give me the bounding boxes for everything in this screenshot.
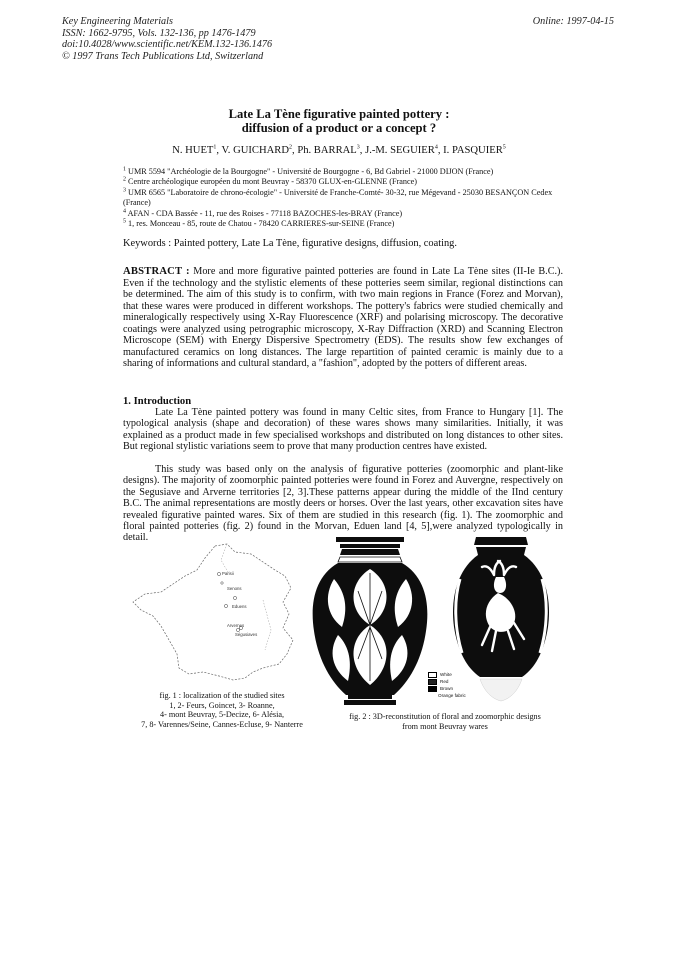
paragraph: Late La Tène painted pottery was found in many Celtic sites, from France to Hungary [1]. The typological analysis (shape and decoration) of these wares shows many similarities. Initially, it was explained as a product made in few specialised workshops and distributed on long distances to other sites. But regional stylistic variations seem to prove that many production centres have existed. [123, 407, 563, 453]
abstract-text: More and more figurative painted potteries are found in Late La Tène sites (II-Ie B.C.). Even if the technology and the stylistic elements of these potteries seem similar, regional distinctions can be determined. The aim of this study is to confirm, with two main regions in France (Forez and Morvan), that these wares were produced in different workshops. The pottery's fabrics were studied chemically and mineralogically respectively using X-Ray Fluorescence (XRF) and polarising microscopy. The decorative coatings were analyzed using petrographic microscopy, X-Ray Diffraction (XRD) and Scanning Electron Microscope (SEM) with Energy Dispersive Spectrometry (EDS). The results show few exchanges of manufactured ceramics on long distances. The large repartition of painted ceramic is mainly due to a sharing of informations and cultural standard, a "fashion", adopted by the potters of different areas. [123, 266, 563, 369]
doi-line: doi:10.4028/www.scientific.net/KEM.132-136.1476 [62, 39, 273, 51]
affiliation: $^4$ AFAN - CDA Bassée - 11, rue des Roises - 77118 BAZOCHES-les-BRAY (France) [123, 207, 403, 218]
affiliation: $^3$ UMR 6565 "Laboratoire de chrono-écologie" - Université de Franche-Comté- 30-32, rue Mégevand - 25030 BESANÇON Cedex (France) [123, 187, 553, 208]
author: N. HUET$^1$ [172, 144, 217, 156]
author: J.-M. SEGUIER$^4$ [365, 144, 438, 156]
author: V. GUICHARD$^2$ [221, 144, 293, 156]
abstract [123, 266, 563, 370]
map-label: Senons [227, 586, 242, 591]
journal-info [62, 16, 272, 62]
map-label: Parisii [222, 571, 234, 576]
map-label: Arvernes [227, 623, 245, 628]
author: I. PASQUIER$^5$ [443, 144, 506, 156]
section-heading: 1. Introduction [123, 396, 192, 407]
paper-title [0, 107, 678, 135]
author: Ph. BARRAL$^3$ [297, 144, 360, 156]
legend-item: Red [428, 678, 466, 685]
figure-2-caption: fig. 2 : 3D-reconstitution of floral and zoomorphic designs from mont Beuvray wares [349, 712, 541, 731]
legend-item: White [428, 671, 466, 678]
journal-name: Key Engineering Materials [62, 16, 173, 27]
copyright-line: © 1997 Trans Tech Publications Ltd, Switzerland [62, 50, 264, 62]
author-list: N. HUET$^1$, V. GUICHARD$^2$, Ph. BARRAL$^3$, J.-M. SEGUIER$^4$, I. PASQUIER$^5$ [172, 144, 506, 156]
abstract-label: ABSTRACT : [123, 266, 190, 277]
issn-line: ISSN: 1662-9795, Vols. 132-136, pp 1476-1479 [62, 27, 256, 39]
map-label: Eduens [232, 604, 247, 609]
legend-item: Orange fabric [438, 693, 466, 698]
title-line-1: Late La Tène figurative painted pottery : [228, 107, 450, 121]
affiliations [123, 167, 563, 229]
affiliation: $^2$ Centre archéologique européen du mont Beuvray - 58370 GLUX-en-GLENNE (France) [123, 176, 418, 187]
paragraph: This study was based only on the analysis of figurative potteries (zoomorphic and plant-like designs). The majority of zoomorphic painted potteries were found in Forez and Auvergne, respectively on the Segusiave and Arverne territories [2, 3].These patterns appear during the middle of the IInd century B.C. The animal representations are mostly deers or horses. Over the last years, other excavation sites have revealed figurative painted wares. Six of them are studied in this research (fig. 1). The zoomorphic and floral painted potteries (fig. 2) found in the Morvan, Eduen land [4, 5],were analyzed typologically in detail. [123, 464, 563, 544]
title-line-2: diffusion of a product or a concept ? [241, 121, 437, 135]
color-legend [428, 671, 466, 699]
legend-item: Brown [428, 685, 466, 692]
map-label: Ségusiaves [235, 632, 258, 637]
floral-vase-illustration [308, 535, 432, 707]
figure-1-caption: fig. 1 : localization of the studied sites 1, 2- Feurs, Goincet, 3- Roanne, 4- mont Beuvray, 5-Decize, 6- Alésia, 7, 8- Varennes/Seine, Cannes-Ecluse, 9- Nanterre [141, 691, 303, 729]
affiliation: $^5$ 1, res. Monceau - 85, route de Chatou - 78420 CARRIERES-sur-SEINE (France) [123, 218, 395, 229]
affiliation: $^1$ UMR 5594 "Archéologie de la Bourgogne" - Université de Bourgogne - 6, Bd Gabriel - 21000 DIJON (France) [123, 166, 494, 176]
online-date: Online: 1997-04-15 [532, 16, 614, 27]
france-map-outline [123, 540, 313, 690]
keywords: Keywords : Painted pottery, Late La Tène, figurative designs, diffusion, coating. [123, 238, 457, 249]
